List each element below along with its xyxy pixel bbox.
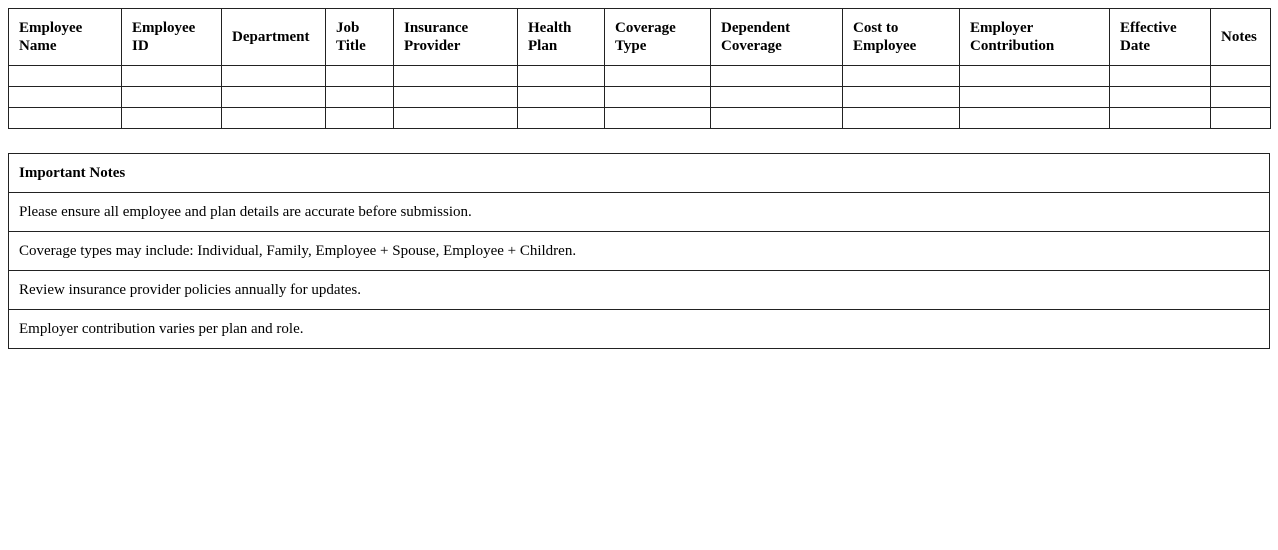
table-cell: [1211, 87, 1271, 108]
table-cell: [1211, 108, 1271, 129]
table-cell: [1110, 87, 1211, 108]
table-cell: [518, 87, 605, 108]
table-cell: [960, 108, 1110, 129]
table-cell: [605, 108, 711, 129]
benefits-table: [8, 8, 1271, 129]
table-row: [9, 87, 1271, 108]
table-cell: [1110, 66, 1211, 87]
table-cell: [1110, 108, 1211, 129]
notes-title: Important Notes: [9, 154, 1270, 193]
table-cell: [122, 87, 222, 108]
table-cell: [605, 87, 711, 108]
important-notes-table: [8, 153, 1270, 349]
table-cell: [1211, 66, 1271, 87]
table-cell: [843, 87, 960, 108]
table-cell: [9, 108, 122, 129]
table-cell: [394, 66, 518, 87]
header-coverage-type: Coverage Type: [605, 9, 711, 66]
table-cell: [122, 108, 222, 129]
table-cell: [222, 108, 326, 129]
table-cell: [711, 108, 843, 129]
note-item: Please ensure all employee and plan details are accurate before submission.: [9, 193, 1270, 232]
table-cell: [960, 66, 1110, 87]
header-cost-to-employee: Cost to Employee: [843, 9, 960, 66]
note-row: [9, 271, 1270, 310]
table-cell: [326, 87, 394, 108]
note-item: Employer contribution varies per plan and role.: [9, 310, 1270, 349]
note-row: [9, 310, 1270, 349]
header-department: Department: [222, 9, 326, 66]
table-cell: [711, 66, 843, 87]
table-cell: [326, 108, 394, 129]
notes-header-row: [9, 154, 1270, 193]
table-row: [9, 66, 1271, 87]
header-dependent-coverage: Dependent Coverage: [711, 9, 843, 66]
table-cell: [122, 66, 222, 87]
header-employee-id: Employee ID: [122, 9, 222, 66]
table-cell: [222, 66, 326, 87]
table-cell: [605, 66, 711, 87]
header-health-plan: Health Plan: [518, 9, 605, 66]
header-insurance-provider: Insurance Provider: [394, 9, 518, 66]
note-row: [9, 232, 1270, 271]
table-cell: [394, 87, 518, 108]
note-row: [9, 193, 1270, 232]
table-cell: [518, 108, 605, 129]
table-row: [9, 108, 1271, 129]
header-employer-contribution: Employer Contribution: [960, 9, 1110, 66]
table-cell: [394, 108, 518, 129]
table-cell: [960, 87, 1110, 108]
table-cell: [9, 87, 122, 108]
header-effective-date: Effective Date: [1110, 9, 1211, 66]
table-cell: [222, 87, 326, 108]
header-employee-name: Employee Name: [9, 9, 122, 66]
note-item: Coverage types may include: Individual, Family, Employee + Spouse, Employee + Children.: [9, 232, 1270, 271]
table-cell: [711, 87, 843, 108]
table-header-row: [9, 9, 1271, 66]
table-cell: [843, 108, 960, 129]
header-job-title: Job Title: [326, 9, 394, 66]
table-cell: [326, 66, 394, 87]
table-cell: [9, 66, 122, 87]
header-notes: Notes: [1211, 9, 1271, 66]
table-cell: [518, 66, 605, 87]
note-item: Review insurance provider policies annually for updates.: [9, 271, 1270, 310]
table-cell: [843, 66, 960, 87]
